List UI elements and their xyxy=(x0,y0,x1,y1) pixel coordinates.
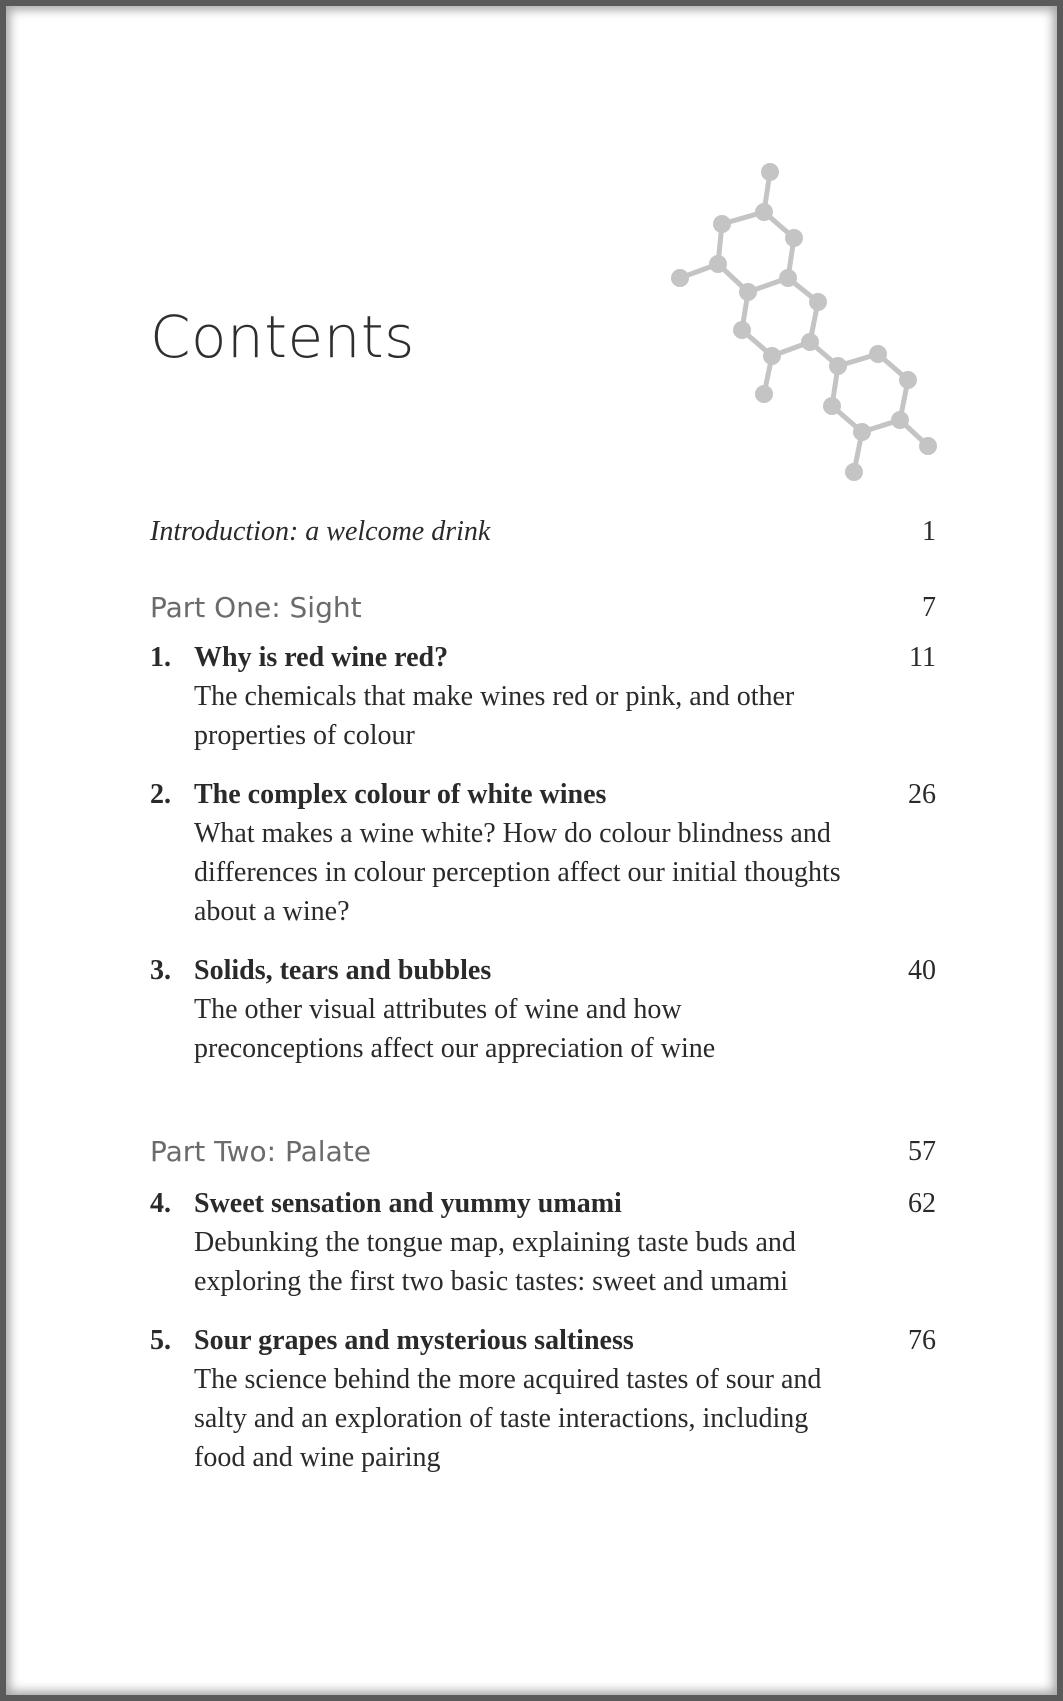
chapter-number: 1. xyxy=(150,642,171,673)
chapter-body xyxy=(194,1321,844,1477)
chapter-body xyxy=(194,638,844,755)
chapter-number: 2. xyxy=(150,779,171,810)
chapter-body xyxy=(194,951,844,1068)
page-number: 7 xyxy=(922,592,936,623)
chapter-title: Sour grapes and mysterious saltiness xyxy=(194,1325,634,1356)
chapter-description: The science behind the more acquired tastes of sour and salty and an exploration of taste interactions, including food and wine pairing xyxy=(194,1364,822,1473)
page-number: 57 xyxy=(908,1136,936,1167)
chapter-body xyxy=(194,1184,844,1301)
toc-chapter-1[interactable] xyxy=(150,638,936,755)
chapter-number: 5. xyxy=(150,1325,171,1356)
chapter-body xyxy=(194,775,844,931)
chapter-title: Solids, tears and bubbles xyxy=(194,955,492,986)
page-number: 62 xyxy=(908,1188,936,1219)
chapter-number: 3. xyxy=(150,955,171,986)
chapter-title: Sweet sensation and yummy umami xyxy=(194,1188,622,1219)
page-number: 26 xyxy=(908,779,936,810)
chapter-description: The chemicals that make wines red or pink, and other properties of colour xyxy=(194,681,795,751)
chapter-number: 4. xyxy=(150,1188,171,1219)
toc-chapter-2[interactable] xyxy=(150,775,936,931)
chapter-description: The other visual attributes of wine and how preconceptions affect our appreciation of wine xyxy=(194,994,716,1064)
page-number: 76 xyxy=(908,1325,936,1356)
introduction-title: Introduction: a welcome drink xyxy=(150,516,491,547)
page-number: 11 xyxy=(909,642,936,673)
toc-chapter-3[interactable] xyxy=(150,951,936,1068)
part-title: Part One: Sight xyxy=(150,591,362,624)
page-title: Contents xyxy=(150,303,415,371)
chapter-description: What makes a wine white? How do colour blindness and differences in colour perception affect our initial thoughts about a wine? xyxy=(194,818,841,927)
toc-part-two[interactable] xyxy=(150,1132,936,1172)
page-number: 40 xyxy=(908,955,936,986)
toc-chapter-4[interactable] xyxy=(150,1184,936,1301)
toc-part-one[interactable] xyxy=(150,588,936,628)
page-number: 1 xyxy=(922,516,936,547)
toc-chapter-5[interactable] xyxy=(150,1321,936,1477)
toc-entry-introduction[interactable] xyxy=(150,512,936,551)
chapter-title: Why is red wine red? xyxy=(194,642,449,673)
chapter-description: Debunking the tongue map, explaining taste buds and exploring the first two basic tastes: sweet and umami xyxy=(194,1227,796,1297)
part-title: Part Two: Palate xyxy=(150,1135,371,1168)
chapter-title: The complex colour of white wines xyxy=(194,779,607,810)
